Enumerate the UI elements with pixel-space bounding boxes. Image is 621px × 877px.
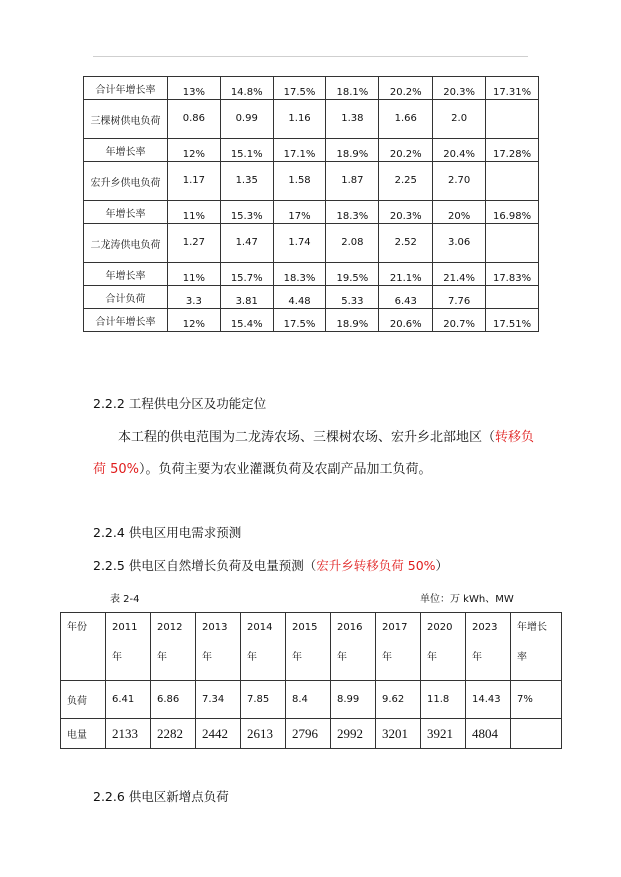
table-row — [84, 201, 539, 224]
row-label: 二龙涛供电负荷 — [84, 224, 168, 263]
header-rule — [93, 56, 528, 57]
table-cell: 18.9% — [326, 139, 379, 162]
row-label: 宏升乡供电负荷 — [84, 162, 168, 201]
header-cell — [241, 613, 286, 681]
table-cell: 1.35 — [220, 162, 273, 201]
header-line-1: 年增长 — [517, 622, 547, 633]
table-cell: 13% — [167, 77, 220, 100]
header-line-2: 年 — [337, 652, 347, 663]
header-line-2: 率 — [517, 652, 527, 663]
header-cell — [376, 613, 421, 681]
header-line-1: 2011 — [112, 622, 138, 633]
header-cell — [196, 613, 241, 681]
table-row — [84, 286, 539, 309]
table-cell: 1.87 — [326, 162, 379, 201]
table-cell: 20% — [433, 201, 486, 224]
table-cell: 6.86 — [151, 681, 196, 719]
table-cell: 5.33 — [326, 286, 379, 309]
header-cell — [421, 613, 466, 681]
table-cell: 11.8 — [421, 681, 466, 719]
table-cell: 1.47 — [220, 224, 273, 263]
row-label: 合计年增长率 — [84, 309, 168, 332]
table-cell: 7.34 — [196, 681, 241, 719]
header-line-2: 年 — [202, 652, 212, 663]
paragraph-text: 本工程的供电范围为二龙涛农场、三棵树农场、宏升乡北部地区（ — [118, 430, 496, 445]
table-cell: 2.0 — [433, 100, 486, 139]
table-cell: 17.28% — [486, 139, 539, 162]
heading-2-2-4: 2.2.4 供电区用电需求预测 — [93, 525, 242, 540]
paragraph-highlight: 转移负 — [495, 430, 535, 445]
table-cell: 17% — [273, 201, 326, 224]
table-caption: 表 2-4 — [110, 594, 140, 605]
table-cell: 4804 — [466, 719, 511, 749]
table-cell: 2282 — [151, 719, 196, 749]
table-cell: 2133 — [106, 719, 151, 749]
header-line-1: 2014 — [247, 622, 273, 633]
table-cell — [511, 719, 562, 749]
table-cell: 17.1% — [273, 139, 326, 162]
table-cell: 17.51% — [486, 309, 539, 332]
row-label: 年增长率 — [84, 139, 168, 162]
header-cell — [331, 613, 376, 681]
table-cell: 1.66 — [379, 100, 433, 139]
table-cell: 15.1% — [220, 139, 273, 162]
table-cell: 9.62 — [376, 681, 421, 719]
table-cell: 0.99 — [220, 100, 273, 139]
table-cell: 20.2% — [379, 77, 433, 100]
table-cell: 2.25 — [379, 162, 433, 201]
row-label: 年增长率 — [84, 263, 168, 286]
heading-2-2-6: 2.2.6 供电区新增点负荷 — [93, 789, 229, 804]
forecast-table — [60, 612, 562, 749]
table-cell: 7.85 — [241, 681, 286, 719]
header-line-2: 年 — [157, 652, 167, 663]
table-cell: 3.81 — [220, 286, 273, 309]
table-cell: 2613 — [241, 719, 286, 749]
table-cell: 20.7% — [433, 309, 486, 332]
table-unit-label: 单位：万 kWh、MW — [420, 594, 514, 605]
paragraph-line-2 — [93, 458, 432, 477]
heading-close: ） — [435, 558, 449, 573]
load-growth-table — [83, 76, 539, 332]
header-line-1: 2012 — [157, 622, 183, 633]
table-cell: 21.4% — [433, 263, 486, 286]
table-cell: 负荷 — [61, 681, 106, 719]
table-cell: 20.3% — [379, 201, 433, 224]
table-cell: 17.5% — [273, 77, 326, 100]
header-line-1: 2020 — [427, 622, 453, 633]
table-cell: 0.86 — [167, 100, 220, 139]
table-cell: 2.70 — [433, 162, 486, 201]
table-cell: 20.4% — [433, 139, 486, 162]
header-line-1: 2015 — [292, 622, 318, 633]
table-cell: 1.27 — [167, 224, 220, 263]
header-cell — [286, 613, 331, 681]
table-cell: 18.1% — [326, 77, 379, 100]
table-cell: 7.76 — [433, 286, 486, 309]
row-label: 三棵树供电负荷 — [84, 100, 168, 139]
table-cell: 17.5% — [273, 309, 326, 332]
table-cell: 11% — [167, 201, 220, 224]
table-cell: 3.3 — [167, 286, 220, 309]
table-cell: 17.31% — [486, 77, 539, 100]
table-cell: 12% — [167, 309, 220, 332]
heading-highlight: 宏升乡转移负荷 50% — [316, 558, 436, 573]
header-line-1: 2017 — [382, 622, 408, 633]
table-cell — [486, 100, 539, 139]
table-row — [84, 224, 539, 263]
header-line-1: 年份 — [67, 622, 87, 633]
header-line-2: 年 — [427, 652, 437, 663]
load-row — [61, 681, 562, 719]
table-cell: 4.48 — [273, 286, 326, 309]
header-cell — [511, 613, 562, 681]
table-row — [84, 309, 539, 332]
table-cell: 2992 — [331, 719, 376, 749]
row-label: 合计年增长率 — [84, 77, 168, 100]
table-cell: 15.4% — [220, 309, 273, 332]
table-row — [84, 100, 539, 139]
table-cell: 电量 — [61, 719, 106, 749]
table-cell: 6.43 — [379, 286, 433, 309]
row-label: 年增长率 — [84, 201, 168, 224]
table-cell: 3.06 — [433, 224, 486, 263]
table-row — [84, 139, 539, 162]
table-cell: 20.6% — [379, 309, 433, 332]
header-cell — [466, 613, 511, 681]
table-cell: 2442 — [196, 719, 241, 749]
paragraph-line-1 — [118, 426, 534, 445]
heading-2-2-5 — [93, 556, 448, 574]
header-line-2: 年 — [472, 652, 482, 663]
energy-row — [61, 719, 562, 749]
table-cell: 3201 — [376, 719, 421, 749]
header-line-2: 年 — [112, 652, 122, 663]
table-row — [84, 162, 539, 201]
header-line-2 — [67, 643, 105, 673]
table-cell: 15.3% — [220, 201, 273, 224]
table-cell: 6.41 — [106, 681, 151, 719]
paragraph-highlight: 荷 50% — [93, 462, 140, 477]
header-cell — [106, 613, 151, 681]
table-cell: 1.58 — [273, 162, 326, 201]
table-cell: 1.38 — [326, 100, 379, 139]
table-cell: 17.83% — [486, 263, 539, 286]
table-cell — [486, 224, 539, 263]
table-cell: 20.3% — [433, 77, 486, 100]
table-cell: 21.1% — [379, 263, 433, 286]
table-cell: 18.9% — [326, 309, 379, 332]
paragraph-text: ）。负荷主要为农业灌溉负荷及农副产品加工负荷。 — [139, 462, 432, 477]
table-cell: 14.43 — [466, 681, 511, 719]
header-line-2: 年 — [247, 652, 257, 663]
table-cell — [486, 162, 539, 201]
heading-text: 2.2.5 供电区自然增长负荷及电量预测（ — [93, 558, 317, 573]
table-cell: 18.3% — [326, 201, 379, 224]
table-cell: 15.7% — [220, 263, 273, 286]
table-cell: 16.98% — [486, 201, 539, 224]
table-cell: 1.74 — [273, 224, 326, 263]
header-line-1: 2016 — [337, 622, 363, 633]
table-cell: 18.3% — [273, 263, 326, 286]
table-cell: 1.17 — [167, 162, 220, 201]
header-line-1: 2013 — [202, 622, 228, 633]
table-cell: 20.2% — [379, 139, 433, 162]
table-row — [84, 263, 539, 286]
table-cell: 1.16 — [273, 100, 326, 139]
table-cell: 3921 — [421, 719, 466, 749]
table-row — [84, 77, 539, 100]
table-cell — [486, 286, 539, 309]
table-cell: 19.5% — [326, 263, 379, 286]
table-cell: 14.8% — [220, 77, 273, 100]
table-header-row — [61, 613, 562, 681]
table-cell: 8.99 — [331, 681, 376, 719]
table-cell: 8.4 — [286, 681, 331, 719]
table-cell: 12% — [167, 139, 220, 162]
header-line-2: 年 — [292, 652, 302, 663]
table-cell: 2.08 — [326, 224, 379, 263]
header-line-1: 2023 — [472, 622, 498, 633]
row-label: 合计负荷 — [84, 286, 168, 309]
header-line-2: 年 — [382, 652, 392, 663]
heading-2-2-2: 2.2.2 工程供电分区及功能定位 — [93, 396, 267, 411]
header-cell — [151, 613, 196, 681]
table-cell: 7% — [511, 681, 562, 719]
table-cell: 11% — [167, 263, 220, 286]
table-cell: 2796 — [286, 719, 331, 749]
header-cell — [61, 613, 106, 681]
table-cell: 2.52 — [379, 224, 433, 263]
